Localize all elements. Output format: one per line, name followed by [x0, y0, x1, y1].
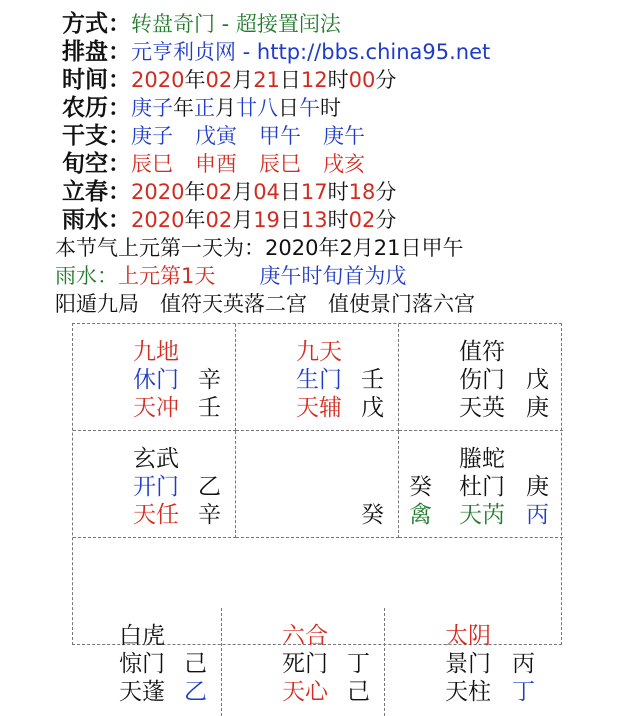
paipan-colon: ：	[108, 39, 131, 65]
palace-cell	[236, 324, 399, 431]
yuan-label: 雨水：	[55, 264, 118, 288]
fangshi-row	[62, 10, 632, 38]
door-label: 休门	[133, 367, 179, 393]
ganzhi-day: 甲午	[259, 124, 301, 148]
palace-cell	[385, 608, 549, 716]
yushui-row	[62, 206, 632, 234]
date-part: 正	[194, 96, 215, 120]
ganzhi-colon: ：	[108, 123, 131, 149]
xunkong-label: 旬空	[62, 151, 108, 177]
date-part: 2020	[131, 208, 185, 232]
paipan-value: 元亨利贞网 - http://bbs.china95.net	[131, 40, 491, 64]
ju-text: 阳遁九局 值符天英落二宫 值使景门落六宫	[55, 292, 475, 316]
deity-label: 九地	[133, 339, 179, 365]
nongli-colon: ：	[108, 95, 131, 121]
deity-label: 白虎	[119, 623, 165, 649]
jieqi-start-text: 本节气上元第一天为：2020年2月21日甲午	[55, 236, 464, 260]
palace-cell	[399, 324, 563, 431]
date-part: 分	[375, 68, 397, 92]
date-part: 13	[300, 208, 328, 232]
palace-cell	[73, 324, 236, 431]
earth-stem: 庚	[526, 395, 549, 421]
date-part: 月	[232, 180, 254, 204]
star-label: 天柱	[445, 679, 491, 705]
date-part: 分	[375, 208, 397, 232]
ganzhi-month: 戊寅	[195, 124, 237, 148]
date-part: 04	[253, 180, 280, 204]
date-part: 月	[215, 96, 236, 120]
yushui-label: 雨水	[62, 207, 108, 233]
earth-stem: 戊	[361, 395, 384, 421]
paipan-label: 排盘	[62, 39, 108, 65]
deity-label: 玄武	[133, 446, 179, 472]
door-label: 惊门	[119, 651, 165, 677]
date-part: 18	[348, 180, 376, 204]
lichun-label: 立春	[62, 179, 108, 205]
earth-stem: 癸	[361, 502, 384, 528]
earth-stem: 己	[347, 679, 370, 705]
date-part: 日	[278, 96, 299, 120]
yushui-value	[131, 208, 396, 232]
date-part: 年	[184, 208, 206, 232]
xunkong-day: 辰巳	[259, 152, 301, 176]
date-part: 02	[348, 208, 376, 232]
fangshi-label: 方式	[62, 11, 108, 37]
star-label: 天辅	[296, 395, 342, 421]
date-part: 21	[253, 68, 280, 92]
door-label: 杜门	[459, 474, 505, 500]
extra-star: 禽	[409, 502, 432, 528]
earth-stem: 丙	[526, 502, 549, 528]
yuan-value: 上元第1天	[118, 264, 216, 288]
date-part: 02	[205, 180, 233, 204]
date-part: 月	[232, 208, 254, 232]
date-part: 月	[232, 68, 254, 92]
ju-row	[55, 290, 632, 318]
date-part: 日	[279, 68, 301, 92]
deity-label: 螣蛇	[459, 446, 505, 472]
date-part: 02	[205, 208, 233, 232]
earth-stem: 辛	[198, 502, 221, 528]
ganzhi-row	[62, 122, 632, 150]
date-part: 年	[173, 96, 194, 120]
xunshou-value: 戊	[385, 264, 407, 288]
lichun-value	[131, 180, 396, 204]
door-label: 伤门	[459, 367, 505, 393]
xunkong-colon: ：	[108, 151, 131, 177]
date-part: 分	[375, 180, 397, 204]
heaven-stem: 丙	[512, 651, 535, 677]
door-label: 景门	[445, 651, 491, 677]
date-part: 日	[279, 180, 301, 204]
shijian-label: 时间	[62, 67, 108, 93]
door-label: 开门	[133, 474, 179, 500]
nine-palace-grid	[72, 323, 562, 705]
heaven-stem: 壬	[361, 367, 384, 393]
date-part: 时	[327, 208, 349, 232]
date-part: 02	[205, 68, 233, 92]
date-part: 时	[327, 68, 349, 92]
date-part: 2020	[131, 180, 185, 204]
date-part: 廿八	[236, 96, 278, 120]
date-part: 2020	[131, 68, 185, 92]
heaven-stem: 辛	[198, 367, 221, 393]
date-part: 00	[348, 68, 376, 92]
deity-label: 九天	[296, 339, 342, 365]
date-part: 年	[184, 180, 206, 204]
extra-heaven-stem: 癸	[409, 474, 432, 500]
heaven-stem: 乙	[198, 474, 221, 500]
date-part: 17	[300, 180, 328, 204]
earth-stem: 乙	[184, 679, 207, 705]
heaven-stem: 庚	[526, 474, 549, 500]
star-label: 天蓬	[119, 679, 165, 705]
date-part: 12	[300, 68, 328, 92]
lichun-colon: ：	[108, 179, 131, 205]
star-label: 天任	[133, 502, 179, 528]
info-panel	[55, 10, 632, 318]
door-label: 生门	[296, 367, 342, 393]
heaven-stem: 己	[184, 651, 207, 677]
ganzhi-hour: 庚午	[323, 124, 365, 148]
shijian-row	[62, 66, 632, 94]
date-part: 年	[184, 68, 206, 92]
earth-stem: 壬	[198, 395, 221, 421]
star-label: 天芮	[459, 502, 505, 528]
date-part: 时	[320, 96, 341, 120]
date-part: 庚子	[131, 96, 173, 120]
star-label: 天英	[459, 395, 505, 421]
shijian-colon: ：	[108, 67, 131, 93]
deity-label: 太阴	[445, 623, 491, 649]
date-part: 时	[327, 180, 349, 204]
ganzhi-label: 干支	[62, 123, 108, 149]
ganzhi-year: 庚子	[131, 124, 173, 148]
palace-cell	[73, 431, 236, 538]
door-label: 死门	[282, 651, 328, 677]
yuan-row	[55, 262, 632, 290]
earth-stem: 丁	[512, 679, 535, 705]
palace-cell	[399, 431, 563, 538]
palace-cell-center	[236, 431, 399, 538]
deity-label: 六合	[282, 623, 328, 649]
xunkong-month: 申酉	[195, 152, 237, 176]
shijian-value	[131, 68, 396, 92]
nongli-row	[62, 94, 632, 122]
paipan-row	[62, 38, 632, 66]
jieqi-start-row	[55, 234, 632, 262]
xunkong-row	[62, 150, 632, 178]
xunshou-prefix: 庚午时旬首为	[259, 264, 386, 288]
star-label: 天心	[282, 679, 328, 705]
xunkong-year: 辰巳	[131, 152, 173, 176]
yushui-colon: ：	[108, 207, 131, 233]
heaven-stem: 丁	[347, 651, 370, 677]
heaven-stem: 戊	[526, 367, 549, 393]
star-label: 天冲	[133, 395, 179, 421]
fangshi-value: 转盘奇门 - 超接置闰法	[131, 12, 341, 36]
date-part: 19	[253, 208, 280, 232]
lichun-row	[62, 178, 632, 206]
palace-cell	[59, 608, 222, 716]
nongli-value	[131, 96, 341, 120]
date-part: 午	[299, 96, 320, 120]
palace-cell	[222, 608, 385, 716]
nongli-label: 农历	[62, 95, 108, 121]
date-part: 日	[279, 208, 301, 232]
deity-label: 值符	[459, 339, 505, 365]
xunkong-hour: 戌亥	[323, 152, 365, 176]
fangshi-colon: ：	[108, 11, 131, 37]
